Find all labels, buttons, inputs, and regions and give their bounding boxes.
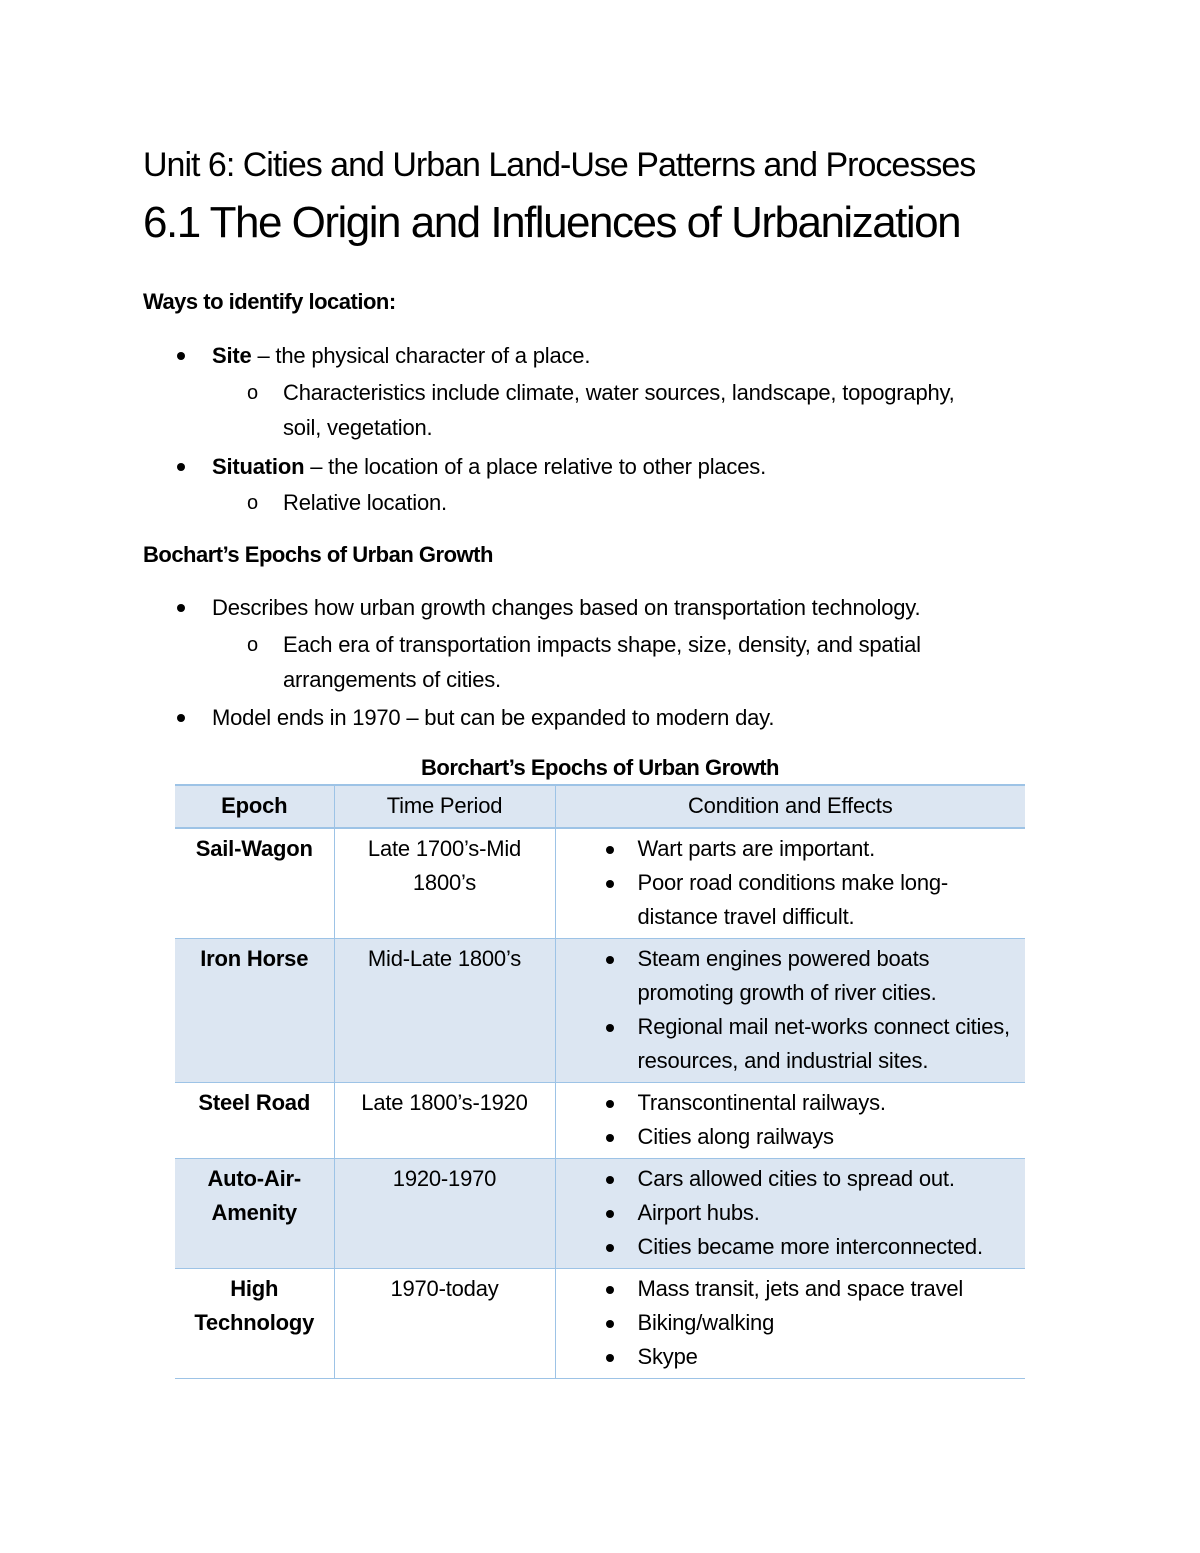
situation-term: Situation: [212, 454, 305, 479]
table-row: [175, 1159, 1025, 1269]
effect-item: Cities along railways: [562, 1120, 1020, 1154]
sub-bullet-marker: o: [247, 634, 259, 656]
effect-item: Wart parts are important.: [562, 832, 1020, 866]
effect-item: Poor road conditions make long-distance travel difficult.: [562, 866, 1020, 934]
effects-cell: [555, 1269, 1025, 1379]
effect-item: Cars allowed cities to spread out.: [562, 1162, 1020, 1196]
header-condition-effects: Condition and Effects: [555, 785, 1025, 828]
unit-title: Unit 6: Cities and Urban Land-Use Patterns and Processes: [143, 146, 976, 184]
sub-bullet-marker: o: [247, 382, 259, 404]
site-sub-line1: Characteristics include climate, water sources, landscape, topography,: [283, 380, 955, 405]
effect-item: Cities became more interconnected.: [562, 1230, 1020, 1264]
effect-item: Mass transit, jets and space travel: [562, 1272, 1020, 1306]
site-term: Site: [212, 343, 252, 368]
effect-item: Steam engines powered boats promoting growth of river cities.: [562, 942, 1020, 1010]
effect-item: Airport hubs.: [562, 1196, 1020, 1230]
bullet-dot-icon: [177, 352, 185, 360]
sub-bullet-marker: o: [247, 492, 259, 514]
location-heading: Ways to identify location:: [143, 289, 396, 314]
epoch-cell: Steel Road: [175, 1083, 334, 1159]
epochs-bullet-2: Model ends in 1970 – but can be expanded to modern day.: [212, 705, 775, 730]
period-cell: Late 1800’s-1920: [334, 1083, 555, 1159]
epoch-cell: Iron Horse: [175, 939, 334, 1083]
period-cell: 1970-today: [334, 1269, 555, 1379]
table-header-row: [175, 785, 1025, 828]
epochs-heading: Bochart’s Epochs of Urban Growth: [143, 542, 493, 567]
bullet-dot-icon: [177, 604, 185, 612]
bullet-dot-icon: [177, 463, 185, 471]
table-row: [175, 828, 1025, 939]
effect-item: Biking/walking: [562, 1306, 1020, 1340]
effect-item: Regional mail net-works connect cities, resources, and industrial sites.: [562, 1010, 1020, 1078]
epochs-bullet-1: Describes how urban growth changes based on transportation technology.: [212, 595, 921, 620]
effect-item: Transcontinental railways.: [562, 1086, 1020, 1120]
header-time-period: Time Period: [334, 785, 555, 828]
situation-bullet: [212, 452, 766, 482]
period-cell: 1920-1970: [334, 1159, 555, 1269]
effects-cell: [555, 1083, 1025, 1159]
period-cell: Late 1700’s-Mid 1800’s: [334, 828, 555, 939]
effects-cell: [555, 828, 1025, 939]
site-sub-line2: soil, vegetation.: [283, 415, 433, 440]
epoch-cell: High Technology: [175, 1269, 334, 1379]
table-row: [175, 1083, 1025, 1159]
situation-text: – the location of a place relative to other places.: [304, 454, 766, 479]
header-epoch: Epoch: [175, 785, 334, 828]
table-row: [175, 1269, 1025, 1379]
effects-cell: [555, 939, 1025, 1083]
bullet-dot-icon: [177, 714, 185, 722]
epoch-cell: Auto-Air-Amenity: [175, 1159, 334, 1269]
table-row: [175, 939, 1025, 1083]
effect-item: Skype: [562, 1340, 1020, 1374]
epochs-sub-line2: arrangements of cities.: [283, 667, 501, 692]
table-caption: Borchart’s Epochs of Urban Growth: [421, 755, 779, 780]
epoch-cell: Sail-Wagon: [175, 828, 334, 939]
epochs-sub-line1: Each era of transportation impacts shape, size, density, and spatial: [283, 632, 921, 657]
section-title: 6.1 The Origin and Influences of Urbanization: [143, 198, 961, 247]
situation-sub: Relative location.: [283, 490, 447, 515]
site-bullet: [212, 341, 590, 371]
site-text: – the physical character of a place.: [251, 343, 591, 368]
effects-cell: [555, 1159, 1025, 1269]
period-cell: Mid-Late 1800’s: [334, 939, 555, 1083]
epochs-table: [175, 784, 1025, 1379]
